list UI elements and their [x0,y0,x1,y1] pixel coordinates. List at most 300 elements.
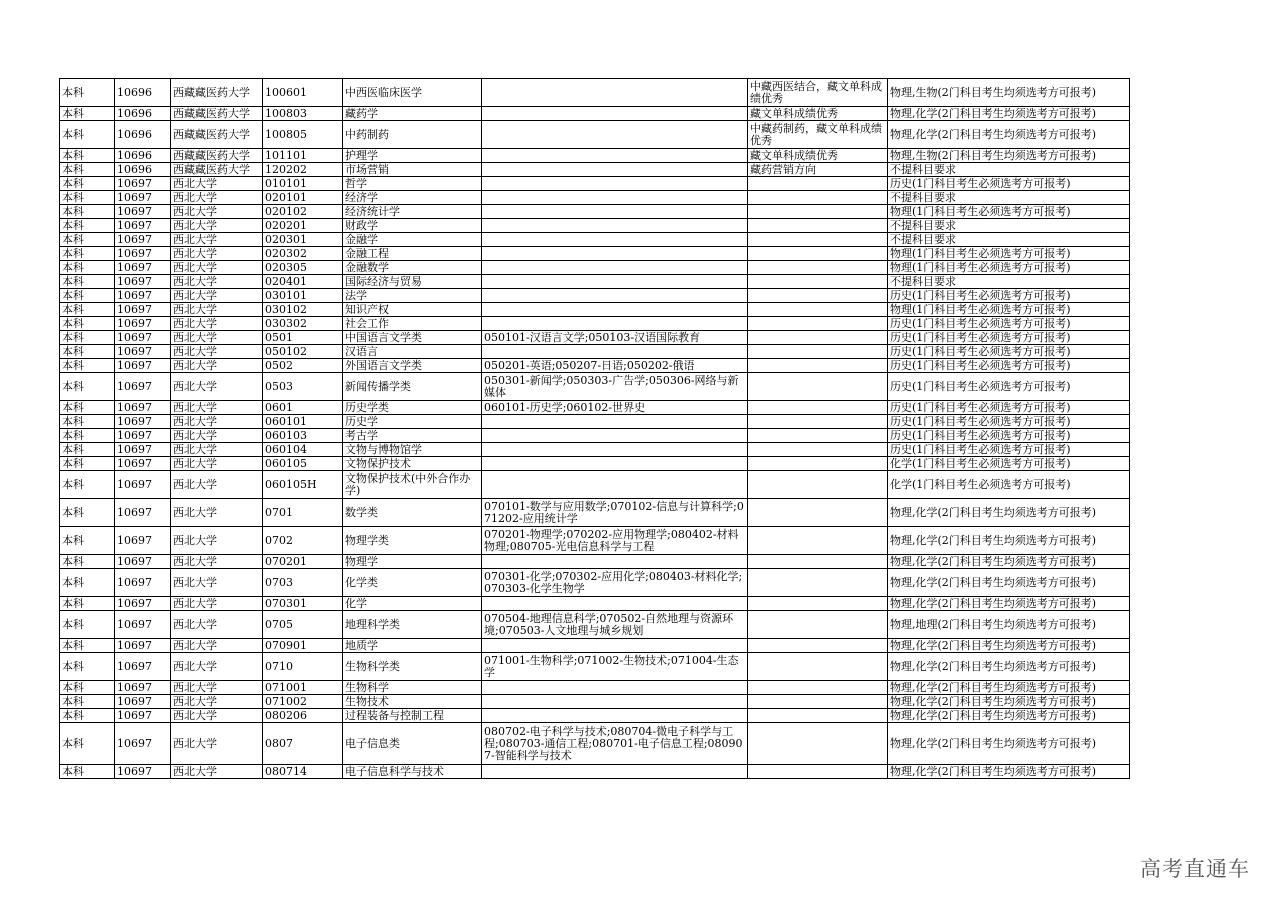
cell-school-name: 西北大学 [171,765,263,779]
cell-major-code: 0807 [263,723,343,765]
cell-major-name: 哲学 [343,177,482,191]
cell-school-name: 西北大学 [171,499,263,527]
cell-major-code: 0702 [263,527,343,555]
cell-subject-requirement: 物理,化学(2门科目考生均须选考方可报考) [888,597,1130,611]
cell-level: 本科 [60,457,115,471]
cell-school-name: 西北大学 [171,443,263,457]
cell-major-code: 060105 [263,457,343,471]
cell-school-name: 西北大学 [171,205,263,219]
cell-included-majors [482,443,748,457]
table-row [60,429,1130,443]
cell-subject-requirement: 历史(1门科目考生必须选考方可报考) [888,177,1130,191]
cell-school-name: 西北大学 [171,261,263,275]
cell-school-code: 10697 [115,415,171,429]
cell-subject-requirement: 物理,化学(2门科目考生均须选考方可报考) [888,709,1130,723]
cell-subject-requirement: 物理(1门科目考生必须选考方可报考) [888,261,1130,275]
cell-remarks [748,345,888,359]
cell-school-code: 10697 [115,345,171,359]
cell-included-majors: 070504-地理信息科学;070502-自然地理与资源环境;070503-人文地理与城乡规划 [482,611,748,639]
table-row [60,415,1130,429]
cell-major-code: 070201 [263,555,343,569]
table-row [60,373,1130,401]
cell-major-name: 历史学类 [343,401,482,415]
cell-major-name: 社会工作 [343,317,482,331]
cell-subject-requirement: 物理,生物(2门科目考生均须选考方可报考) [888,79,1130,107]
cell-school-name: 西北大学 [171,373,263,401]
table-row [60,653,1130,681]
cell-included-majors [482,429,748,443]
cell-included-majors [482,205,748,219]
cell-subject-requirement: 历史(1门科目考生必须选考方可报考) [888,289,1130,303]
cell-school-code: 10697 [115,695,171,709]
cell-subject-requirement: 历史(1门科目考生必须选考方可报考) [888,415,1130,429]
cell-level: 本科 [60,709,115,723]
cell-school-code: 10697 [115,303,171,317]
cell-major-code: 010101 [263,177,343,191]
cell-remarks [748,681,888,695]
cell-level: 本科 [60,219,115,233]
cell-included-majors [482,177,748,191]
cell-subject-requirement: 物理,化学(2门科目考生均须选考方可报考) [888,639,1130,653]
cell-school-name: 西北大学 [171,247,263,261]
cell-subject-requirement: 物理,化学(2门科目考生均须选考方可报考) [888,681,1130,695]
cell-subject-requirement: 物理(1门科目考生必须选考方可报考) [888,303,1130,317]
cell-major-code: 071002 [263,695,343,709]
cell-major-name: 金融数学 [343,261,482,275]
cell-subject-requirement: 历史(1门科目考生必须选考方可报考) [888,345,1130,359]
cell-major-code: 100803 [263,107,343,121]
cell-major-code: 0503 [263,373,343,401]
cell-school-code: 10697 [115,527,171,555]
cell-remarks: 中藏西医结合，藏文单科成绩优秀 [748,79,888,107]
cell-remarks [748,499,888,527]
cell-level: 本科 [60,681,115,695]
cell-subject-requirement: 物理,化学(2门科目考生均须选考方可报考) [888,121,1130,149]
table-row [60,345,1130,359]
cell-level: 本科 [60,653,115,681]
cell-school-name: 西北大学 [171,611,263,639]
cell-major-code: 020301 [263,233,343,247]
table-row [60,303,1130,317]
cell-major-name: 生物科学 [343,681,482,695]
cell-major-code: 060104 [263,443,343,457]
cell-level: 本科 [60,233,115,247]
table-row [60,681,1130,695]
cell-school-code: 10697 [115,639,171,653]
cell-remarks [748,317,888,331]
cell-major-name: 汉语言 [343,345,482,359]
cell-subject-requirement: 化学(1门科目考生必须选考方可报考) [888,471,1130,499]
table-row [60,233,1130,247]
cell-remarks [748,359,888,373]
cell-remarks: 中藏药制药，藏文单科成绩优秀 [748,121,888,149]
cell-school-code: 10697 [115,499,171,527]
cell-remarks [748,233,888,247]
cell-major-code: 0703 [263,569,343,597]
table-row [60,443,1130,457]
cell-school-code: 10697 [115,723,171,765]
cell-level: 本科 [60,331,115,345]
cell-major-code: 080714 [263,765,343,779]
cell-level: 本科 [60,723,115,765]
cell-subject-requirement: 物理,生物(2门科目考生均须选考方可报考) [888,149,1130,163]
cell-school-code: 10697 [115,191,171,205]
table-row [60,289,1130,303]
table-row [60,471,1130,499]
cell-included-majors [482,415,748,429]
cell-included-majors [482,261,748,275]
table-row [60,107,1130,121]
cell-major-code: 030302 [263,317,343,331]
cell-school-name: 西藏藏医药大学 [171,121,263,149]
cell-included-majors [482,597,748,611]
cell-major-name: 物理学类 [343,527,482,555]
cell-school-code: 10697 [115,331,171,345]
cell-major-name: 地质学 [343,639,482,653]
cell-school-name: 西北大学 [171,275,263,289]
cell-major-code: 020302 [263,247,343,261]
table-row [60,205,1130,219]
cell-remarks [748,723,888,765]
cell-included-majors [482,289,748,303]
cell-major-code: 0710 [263,653,343,681]
cell-school-code: 10697 [115,597,171,611]
cell-school-name: 西北大学 [171,303,263,317]
cell-major-name: 中西医临床医学 [343,79,482,107]
cell-remarks [748,219,888,233]
cell-school-code: 10697 [115,289,171,303]
table-row [60,611,1130,639]
cell-remarks [748,471,888,499]
cell-school-code: 10697 [115,471,171,499]
cell-major-name: 知识产权 [343,303,482,317]
cell-school-code: 10697 [115,205,171,219]
cell-subject-requirement: 物理,化学(2门科目考生均须选考方可报考) [888,555,1130,569]
cell-major-name: 金融学 [343,233,482,247]
table-row [60,275,1130,289]
cell-major-code: 020305 [263,261,343,275]
cell-remarks [748,709,888,723]
cell-subject-requirement: 历史(1门科目考生必须选考方可报考) [888,359,1130,373]
cell-subject-requirement: 历史(1门科目考生必须选考方可报考) [888,443,1130,457]
cell-major-code: 030101 [263,289,343,303]
cell-major-code: 030102 [263,303,343,317]
cell-remarks [748,611,888,639]
table-row [60,331,1130,345]
cell-school-code: 10697 [115,765,171,779]
table-row [60,499,1130,527]
cell-included-majors [482,345,748,359]
cell-remarks [748,177,888,191]
cell-level: 本科 [60,121,115,149]
cell-remarks [748,443,888,457]
cell-school-name: 西北大学 [171,555,263,569]
cell-school-name: 西北大学 [171,317,263,331]
cell-included-majors: 050101-汉语言文学;050103-汉语国际教育 [482,331,748,345]
cell-major-name: 外国语言文学类 [343,359,482,373]
cell-school-code: 10696 [115,79,171,107]
cell-level: 本科 [60,247,115,261]
cell-major-name: 金融工程 [343,247,482,261]
cell-major-code: 100601 [263,79,343,107]
cell-included-majors [482,765,748,779]
table-row [60,247,1130,261]
cell-included-majors [482,219,748,233]
cell-level: 本科 [60,695,115,709]
cell-remarks [748,555,888,569]
cell-school-code: 10696 [115,107,171,121]
cell-major-code: 0501 [263,331,343,345]
cell-level: 本科 [60,471,115,499]
cell-school-code: 10697 [115,373,171,401]
cell-remarks [748,653,888,681]
table-row [60,709,1130,723]
cell-subject-requirement: 历史(1门科目考生必须选考方可报考) [888,317,1130,331]
cell-level: 本科 [60,177,115,191]
cell-included-majors [482,317,748,331]
table-row [60,121,1130,149]
cell-subject-requirement: 物理,化学(2门科目考生均须选考方可报考) [888,723,1130,765]
cell-school-code: 10697 [115,611,171,639]
watermark-logo: 高考直通车 [1140,857,1250,881]
cell-school-code: 10697 [115,261,171,275]
cell-level: 本科 [60,163,115,177]
cell-school-name: 西北大学 [171,653,263,681]
table-row [60,219,1130,233]
cell-subject-requirement: 不提科目要求 [888,191,1130,205]
cell-major-name: 市场营销 [343,163,482,177]
cell-major-name: 护理学 [343,149,482,163]
cell-level: 本科 [60,415,115,429]
cell-major-name: 化学类 [343,569,482,597]
cell-subject-requirement: 物理,化学(2门科目考生均须选考方可报考) [888,107,1130,121]
cell-remarks [748,695,888,709]
cell-major-code: 101101 [263,149,343,163]
cell-major-code: 0701 [263,499,343,527]
cell-major-name: 化学 [343,597,482,611]
cell-major-code: 120202 [263,163,343,177]
cell-school-code: 10697 [115,429,171,443]
cell-school-code: 10696 [115,149,171,163]
cell-level: 本科 [60,345,115,359]
table-body [60,79,1130,779]
cell-major-code: 0705 [263,611,343,639]
cell-major-name: 藏药学 [343,107,482,121]
cell-remarks [748,457,888,471]
cell-remarks [748,401,888,415]
cell-major-name: 经济统计学 [343,205,482,219]
cell-school-code: 10697 [115,443,171,457]
cell-included-majors: 050201-英语;050207-日语;050202-俄语 [482,359,748,373]
table-row [60,555,1130,569]
cell-school-name: 西北大学 [171,597,263,611]
table-row [60,149,1130,163]
cell-major-code: 0601 [263,401,343,415]
cell-major-code: 020401 [263,275,343,289]
cell-included-majors: 060101-历史学;060102-世界史 [482,401,748,415]
cell-school-name: 西藏藏医药大学 [171,149,263,163]
cell-level: 本科 [60,443,115,457]
cell-school-name: 西北大学 [171,681,263,695]
cell-level: 本科 [60,289,115,303]
cell-included-majors: 071001-生物科学;071002-生物技术;071004-生态学 [482,653,748,681]
cell-level: 本科 [60,569,115,597]
cell-school-name: 西北大学 [171,191,263,205]
cell-included-majors [482,233,748,247]
cell-major-code: 020102 [263,205,343,219]
cell-major-name: 财政学 [343,219,482,233]
cell-subject-requirement: 物理(1门科目考生必须选考方可报考) [888,205,1130,219]
cell-included-majors: 050301-新闻学;050303-广告学;050306-网络与新媒体 [482,373,748,401]
table-row [60,639,1130,653]
cell-major-code: 050102 [263,345,343,359]
admission-table [59,78,1130,779]
cell-remarks [748,429,888,443]
cell-subject-requirement: 物理,化学(2门科目考生均须选考方可报考) [888,765,1130,779]
cell-school-name: 西北大学 [171,415,263,429]
cell-remarks [748,289,888,303]
cell-major-code: 100805 [263,121,343,149]
cell-included-majors [482,275,748,289]
cell-remarks [748,415,888,429]
table-row [60,695,1130,709]
table-row [60,723,1130,765]
cell-level: 本科 [60,555,115,569]
cell-subject-requirement: 物理,化学(2门科目考生均须选考方可报考) [888,695,1130,709]
cell-school-code: 10697 [115,401,171,415]
table-row [60,163,1130,177]
cell-major-name: 法学 [343,289,482,303]
cell-school-code: 10697 [115,233,171,247]
cell-included-majors [482,457,748,471]
cell-remarks [748,275,888,289]
table-row [60,401,1130,415]
cell-major-code: 060105H [263,471,343,499]
cell-school-code: 10697 [115,359,171,373]
cell-major-code: 060103 [263,429,343,443]
cell-school-code: 10697 [115,653,171,681]
cell-school-name: 西北大学 [171,429,263,443]
cell-included-majors [482,163,748,177]
cell-school-name: 西北大学 [171,289,263,303]
cell-level: 本科 [60,373,115,401]
cell-major-name: 数学类 [343,499,482,527]
cell-school-name: 西北大学 [171,219,263,233]
cell-included-majors [482,121,748,149]
cell-remarks [748,765,888,779]
table-row [60,191,1130,205]
cell-level: 本科 [60,611,115,639]
cell-subject-requirement: 历史(1门科目考生必须选考方可报考) [888,429,1130,443]
cell-remarks [748,191,888,205]
cell-level: 本科 [60,275,115,289]
cell-school-code: 10697 [115,219,171,233]
cell-remarks [748,205,888,219]
cell-major-name: 过程装备与控制工程 [343,709,482,723]
cell-level: 本科 [60,499,115,527]
cell-school-code: 10697 [115,569,171,597]
cell-remarks [748,639,888,653]
cell-subject-requirement: 物理,化学(2门科目考生均须选考方可报考) [888,527,1130,555]
cell-level: 本科 [60,597,115,611]
cell-included-majors [482,303,748,317]
cell-subject-requirement: 物理,化学(2门科目考生均须选考方可报考) [888,653,1130,681]
cell-subject-requirement: 物理(1门科目考生必须选考方可报考) [888,247,1130,261]
cell-major-code: 070301 [263,597,343,611]
cell-school-name: 西北大学 [171,639,263,653]
cell-remarks [748,303,888,317]
cell-school-name: 西北大学 [171,457,263,471]
cell-included-majors: 070201-物理学;070202-应用物理学;080402-材料物理;080705-光电信息科学与工程 [482,527,748,555]
cell-subject-requirement: 物理,化学(2门科目考生均须选考方可报考) [888,569,1130,597]
cell-major-code: 060101 [263,415,343,429]
cell-school-name: 西北大学 [171,695,263,709]
cell-major-code: 080206 [263,709,343,723]
cell-school-code: 10697 [115,177,171,191]
cell-school-name: 西北大学 [171,723,263,765]
cell-included-majors [482,149,748,163]
cell-subject-requirement: 不提科目要求 [888,233,1130,247]
cell-major-name: 新闻传播学类 [343,373,482,401]
table-row [60,317,1130,331]
cell-school-name: 西北大学 [171,345,263,359]
cell-subject-requirement: 不提科目要求 [888,275,1130,289]
cell-subject-requirement: 历史(1门科目考生必须选考方可报考) [888,401,1130,415]
cell-school-code: 10697 [115,457,171,471]
cell-level: 本科 [60,359,115,373]
cell-major-name: 文物保护技术 [343,457,482,471]
cell-level: 本科 [60,79,115,107]
table-row [60,261,1130,275]
cell-school-code: 10697 [115,247,171,261]
table-row [60,765,1130,779]
cell-level: 本科 [60,317,115,331]
cell-school-name: 西北大学 [171,709,263,723]
cell-level: 本科 [60,527,115,555]
cell-subject-requirement: 不提科目要求 [888,163,1130,177]
cell-major-code: 070901 [263,639,343,653]
cell-school-name: 西藏藏医药大学 [171,163,263,177]
cell-major-name: 物理学 [343,555,482,569]
cell-school-code: 10697 [115,709,171,723]
cell-included-majors [482,191,748,205]
cell-school-name: 西北大学 [171,471,263,499]
cell-subject-requirement: 物理,化学(2门科目考生均须选考方可报考) [888,499,1130,527]
cell-level: 本科 [60,205,115,219]
cell-major-name: 地理科学类 [343,611,482,639]
cell-included-majors: 070101-数学与应用数学;070102-信息与计算科学;071202-应用统计学 [482,499,748,527]
table-row [60,359,1130,373]
cell-remarks [748,247,888,261]
cell-included-majors [482,639,748,653]
cell-subject-requirement: 不提科目要求 [888,219,1130,233]
cell-school-name: 西北大学 [171,569,263,597]
cell-included-majors [482,555,748,569]
cell-major-name: 历史学 [343,415,482,429]
cell-level: 本科 [60,303,115,317]
cell-school-name: 西北大学 [171,233,263,247]
cell-major-name: 生物技术 [343,695,482,709]
cell-major-code: 0502 [263,359,343,373]
cell-school-code: 10697 [115,275,171,289]
cell-level: 本科 [60,429,115,443]
cell-level: 本科 [60,401,115,415]
table-row [60,457,1130,471]
cell-major-name: 国际经济与贸易 [343,275,482,289]
cell-included-majors [482,471,748,499]
cell-subject-requirement: 物理,地理(2门科目考生均须选考方可报考) [888,611,1130,639]
cell-subject-requirement: 历史(1门科目考生必须选考方可报考) [888,331,1130,345]
